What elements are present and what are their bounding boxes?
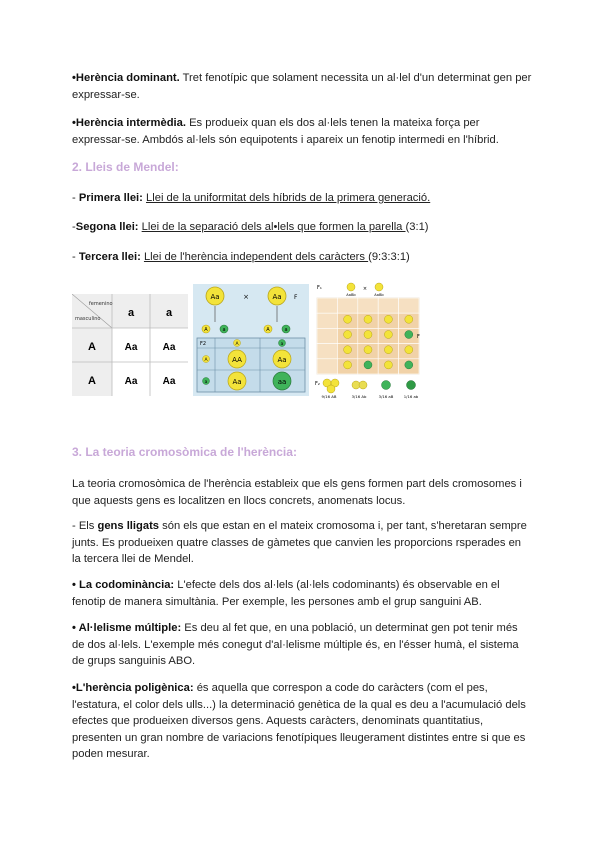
offspring-label: aa [277,378,287,386]
ratio-label: 3/16 aB [378,394,394,399]
pea-circle [344,331,352,339]
pea-circle [384,346,392,354]
grid-cell [337,298,357,313]
result-pea [382,381,391,390]
law-3: - Tercera llei: Llei de l'herència independent dels caràcters (9:3:3:1) [72,251,410,263]
gamete-label: a [222,327,226,333]
row-header: A [88,375,96,387]
pea-circle [344,315,352,323]
paragraph-dominant: •Herència dominant. Tret fenotípic que solament necessita un al·lel d'un determinat gen per expressar-se. [72,72,532,101]
cross-symbol: × [243,293,249,301]
parent-label: Aa [272,293,282,301]
gamete-label: A [235,342,239,347]
corner-bottom-label: masculino [75,316,101,322]
paragraph-linked-genes: - Els gens lligats són els que estan en el mateix cromosoma i, per tant, s'heretaran sempre junts. Es produeixen quatre classes de gàmetes que canvien les proporcions rsperades en la tercera llei de Mendel. [72,520,527,565]
grid-cell [317,328,337,343]
pea-circle [405,315,413,323]
pea-circle [384,315,392,323]
law-2: -Segona llei: Llei de la separació dels al•lels que formen la parella (3:1) [72,221,429,233]
punnett-table-figure [72,294,188,396]
pea-circle [364,331,372,339]
pea-circle [405,361,413,369]
f2-label: F₂ [315,381,320,387]
offspring-label: Aa [232,378,242,386]
gamete-label: A [204,327,208,333]
table-cell: Aa [162,376,176,387]
f-label: F [294,294,298,301]
heading-mendel-laws: 2. Lleis de Mendel: [72,160,179,174]
pea-circle [364,315,372,323]
law-3-link[interactable]: Llei de l'herència independent dels caràcters [143,251,369,263]
result-pea [327,385,335,393]
paragraph-codominance: • La codominància: L'efecte dels dos al·lels (al·lels codominants) és observable en el fenotip de manera simultània. Per exemple, les persones amb el grup sanguini AB. [72,579,500,608]
grid-cell [399,298,419,313]
col-header: a [127,307,135,319]
table-cell: Aa [162,342,176,353]
result-pea [407,381,416,390]
paragraph-intermediate: •Herència intermèdia. Es produeix quan els dos al·lels tenen la mateixa força per expressar-se. Ambdós al·lels són equipotents i apareix un fenotip intermedi en l'híbrid. [72,117,499,146]
f-label: F [417,334,420,340]
grid-cell [378,298,398,313]
f1-label: F₁ [317,285,322,291]
law-1: - Primera llei: Llei de la uniformitat dels híbrids de la primera generació. [72,192,431,204]
gamete-label: a [204,380,208,385]
parent-pea [347,283,355,291]
grid-cell [317,344,337,359]
law-1-link[interactable]: Llei de la uniformitat dels híbrids de la primera generació. [146,192,431,204]
ratio-label: 1/16 ab [403,394,419,399]
heading-chromosomal-theory: 3. La teoria cromosòmica de l'herència: [72,445,297,459]
pea-circle [405,331,413,339]
result-pea [359,381,367,389]
pea-circle [384,361,392,369]
parent-label: AaBb [346,293,356,297]
offspring-label: Aa [277,356,287,364]
parent-label: Aa [210,293,220,301]
pea-circle [364,361,372,369]
pea-circle [405,346,413,354]
parent-label: AaBb [374,293,384,297]
monohybrid-cross-figure [193,284,309,396]
grid-cell [317,359,337,374]
gamete-label: A [204,358,208,363]
pea-circle [384,331,392,339]
ratio-label: 9/16 AB [321,394,337,399]
offspring-label: AA [232,356,242,364]
dihybrid-cross-figure [313,282,425,400]
table-cell: Aa [124,342,138,353]
paragraph-polygenic: •L'herència poligènica: és aquella que correspon a code do caràcters (com el pes, l'estatura, el color dels ulls...) la determinació genètica de la qual es deu a l'acumulació dels efectes que produeixen diversos gens. Aquests caràcters, denominats quantitatius, presenten un gran nombre de variacions fenotípiques lleugerament distintes entre si que es poden mesurar. [72,682,526,760]
table-cell: Aa [124,376,138,387]
gamete-label: A [266,327,270,333]
gamete-label: a [284,327,288,333]
paragraph-chromosomal-theory: La teoria cromosòmica de l'herència estableix que els gens formen part dels cromosomes i que aquests gens es localitzen en llocs concrets, anomenats locus. [72,478,522,507]
grid-cell [358,298,378,313]
dihybrid-grid-cells [317,298,419,374]
parent-pea [375,283,383,291]
law-2-link[interactable]: Llei de la separació dels al•lels que formen la parella [141,221,406,233]
ratio-label: 3/16 Ab [351,394,367,399]
cross-symbol: × [362,286,368,292]
row-header: A [88,341,96,353]
corner-top-label: femenino [89,301,113,307]
f2-label: F2 [200,341,207,347]
pea-circle [344,361,352,369]
col-header: a [165,307,173,319]
paragraph-multiple-allelism: • Al·lelisme múltiple: Es deu al fet que, en una població, un determinat gen pot tenir més de dos al·lels. L'exemple més conegut d'al·lelisme múltiple és, en l'ésser humà, el sistema de grups sanguinis ABO. [72,622,519,667]
grid-cell [317,298,337,313]
pea-circle [364,346,372,354]
pea-circle [344,346,352,354]
grid-cell [317,313,337,328]
gamete-label: a [280,342,284,347]
